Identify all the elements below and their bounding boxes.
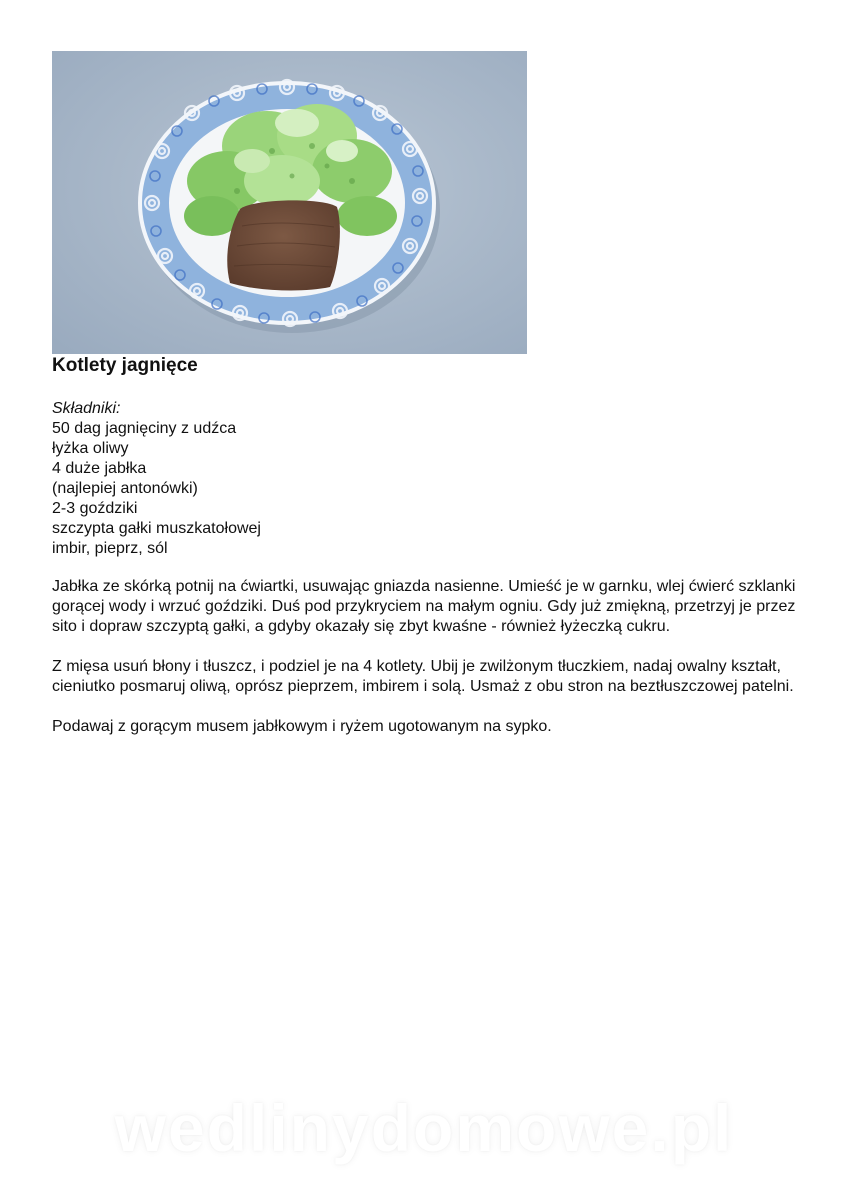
ingredients-section <box>52 399 552 559</box>
ingredient-item: łyżka oliwy <box>52 440 129 457</box>
instruction-paragraph: Podawaj z gorącym musem jabłkowym i ryżem ugotowanym na sypko. <box>52 718 552 735</box>
ingredient-item: szczypta gałki muszkatołowej <box>52 520 261 537</box>
instructions <box>52 577 812 757</box>
ingredient-item: 50 dag jagnięciny z udźca <box>52 420 237 437</box>
instruction-paragraph: Jabłka ze skórką potnij na ćwiartki, usuwając gniazda nasienne. Umieść je w garnku, wlej ćwierć szklanki gorącej wody i wrzuć goździki. Duś pod przykryciem na małym ogniu. Gdy już zmiękną, przetrzyj je przez sito i dopraw szczyptą gałki, a gdyby okazały się zbyt kwaśne - również łyżeczką cukru. <box>52 578 796 635</box>
ingredient-item: imbir, pieprz, sól <box>52 540 168 557</box>
ingredient-item: 4 duże jabłka <box>52 460 147 477</box>
ingredients-label: Składniki: <box>52 400 121 417</box>
recipe-title: Kotlety jagnięce <box>52 355 198 376</box>
plate-illustration <box>52 51 527 354</box>
ingredients-list <box>52 419 552 559</box>
site-watermark: wedlinydomowe.pl <box>114 1091 734 1165</box>
recipe-photo <box>52 51 527 354</box>
ingredient-item: 2-3 goździki <box>52 500 138 517</box>
ingredient-item: (najlepiej antonówki) <box>52 480 198 497</box>
instruction-paragraph: Z mięsa usuń błony i tłuszcz, i podziel je na 4 kotlety. Ubij je zwilżonym tłuczkiem, nadaj owalny kształt, cieniutko posmaruj oliwą, oprósz pieprzem, imbirem i solą. Usmaż z obu stron na beztłuszczowej patelni. <box>52 658 794 695</box>
